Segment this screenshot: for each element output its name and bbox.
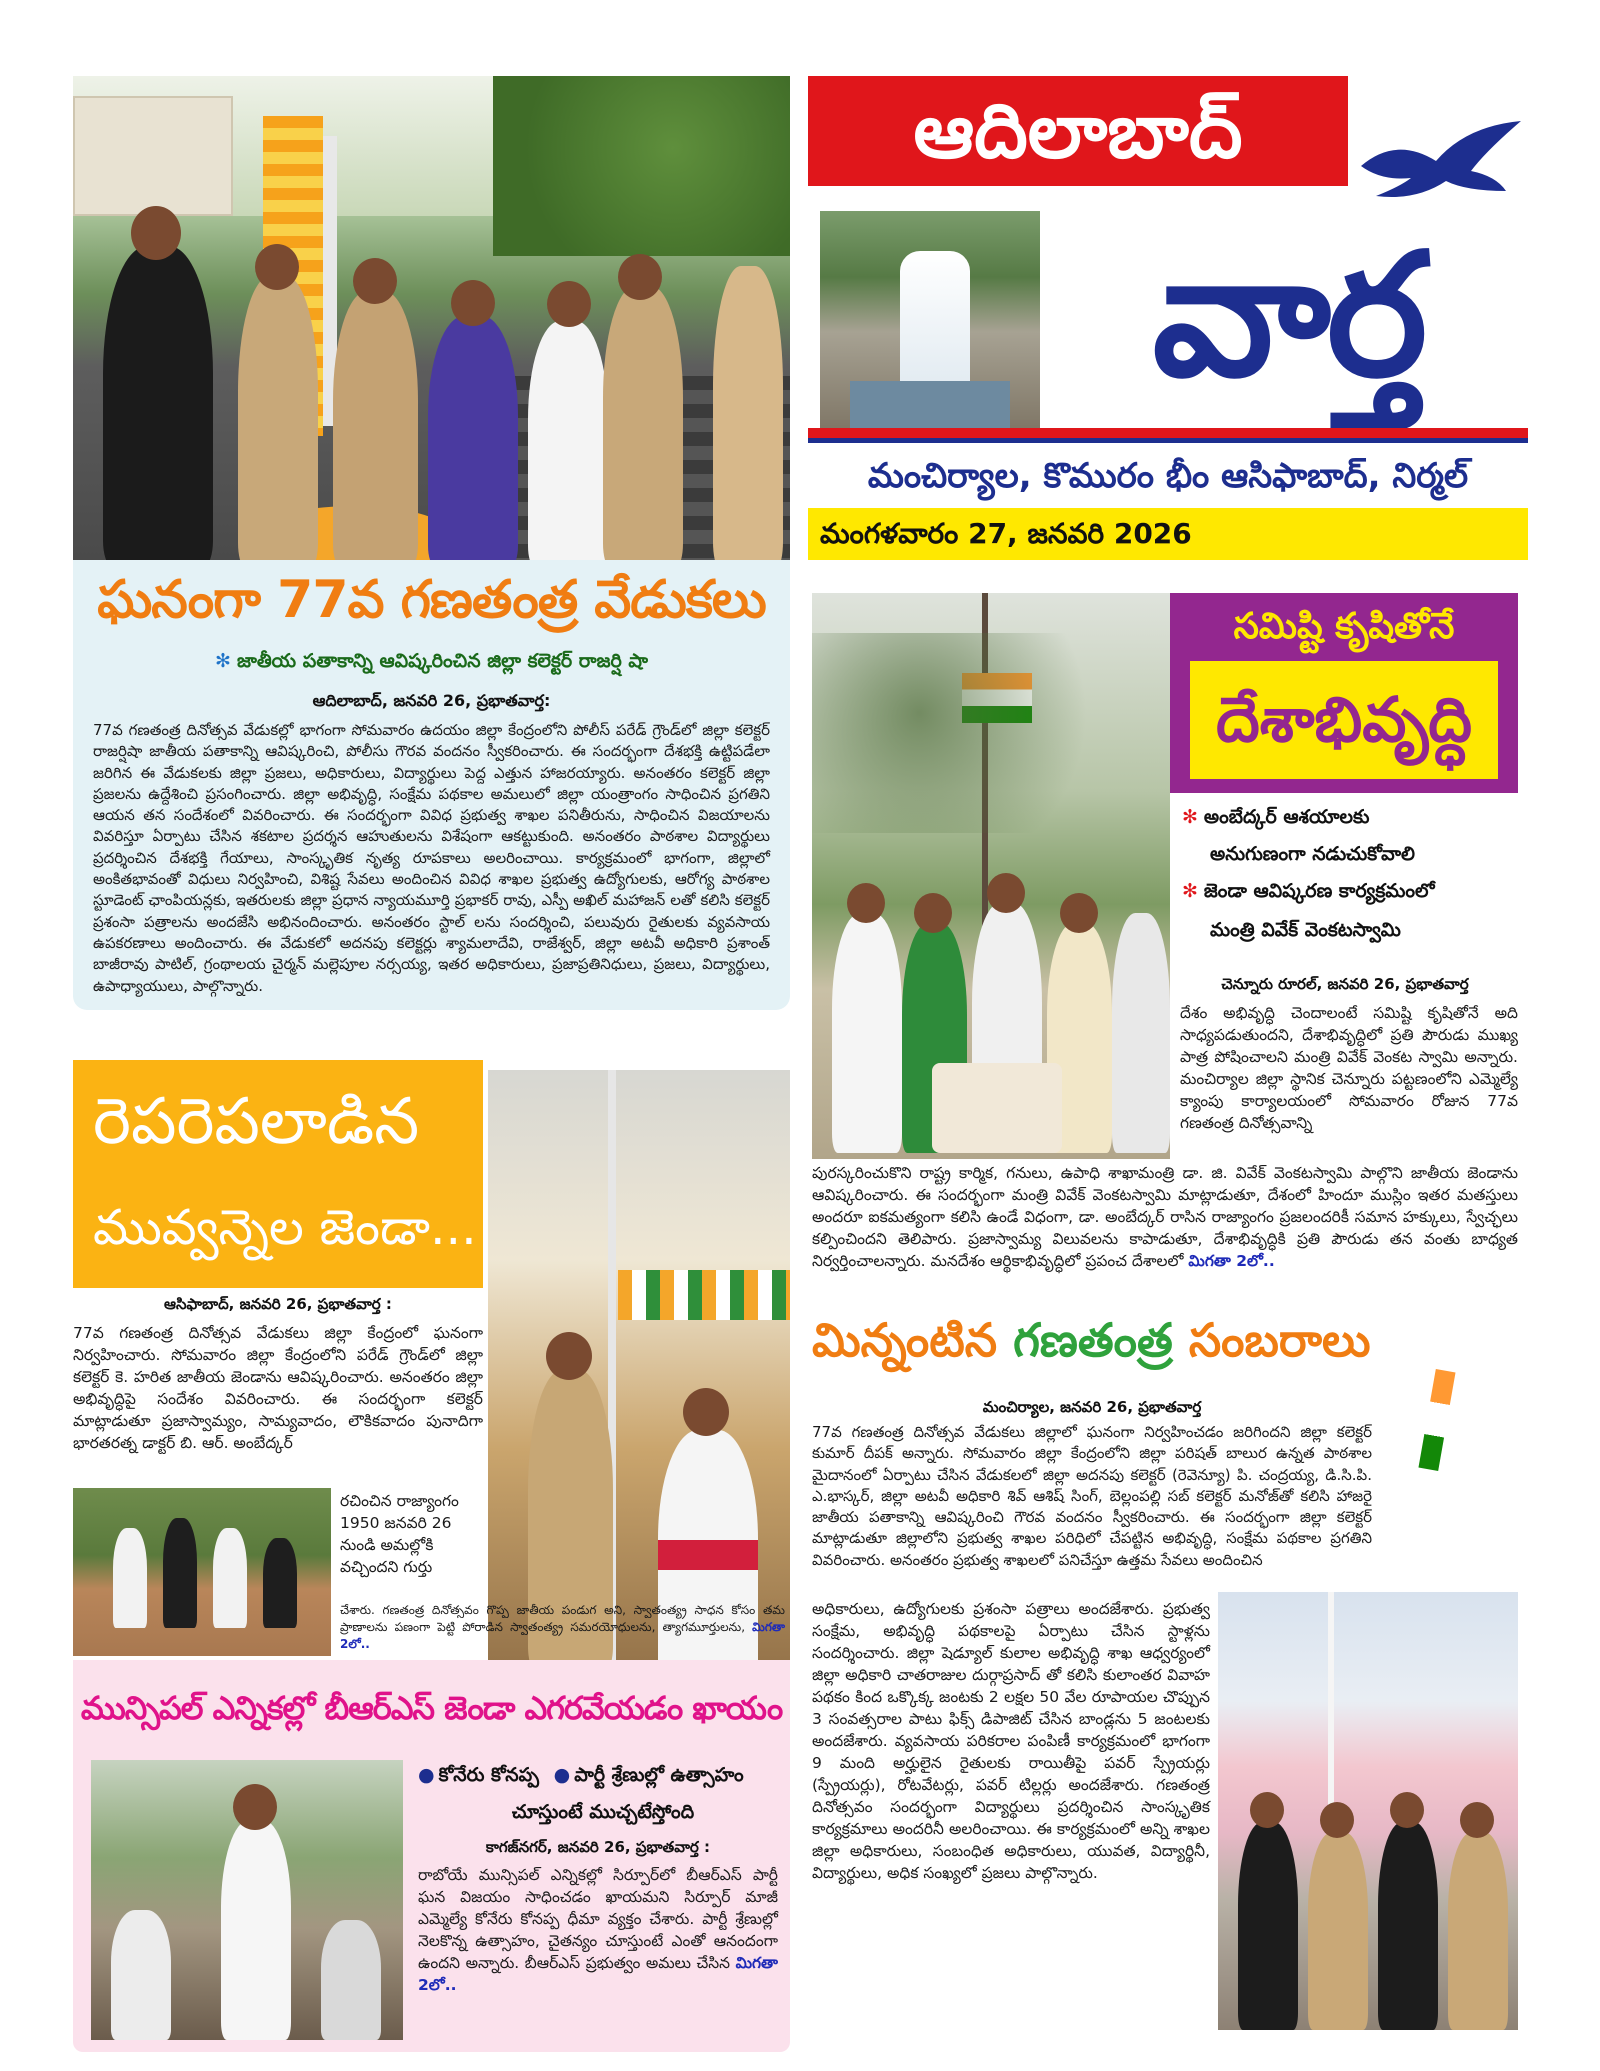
story5-bullets	[418, 1758, 788, 1832]
story2-body-right: దేశం అభివృద్ధి చెందాలంటే సమిష్టి కృషితోనే అది సాధ్యపడుతుందని, దేశాభివృద్ధిలో ప్రతి పౌరుడు ముఖ్య పాత్ర పోషించాలని మంత్రి వివేక్ వెంకట స్వామి అన్నారు. మంచిర్యాల జిల్లా స్థానిక చెన్నూరు పట్టణంలోని ఎమ్మెల్యే క్యాంపు కార్యాలయంలో సోమవారం రోజున 77వ గణతంత్ర దినోత్సవాన్ని	[1180, 1004, 1518, 1132]
photo-flag-corner	[1372, 1340, 1518, 1500]
story5-dateline: కాగజ్‌నగర్, జనవరి 26, ప్రభాతవార్త :	[485, 1838, 711, 1856]
story5-box	[73, 1660, 790, 2052]
story2-headline-box	[1170, 593, 1518, 793]
story2-body-full: పురస్కరించుకొని రాష్ట్ర కార్మిక, గనులు, ఉపాధి శాఖామంత్రి డా. జి. వివేక్ వెంకటస్వామి పాల్గొని జాతీయ జెండాను ఆవిష్కరించారు. ఈ సందర్భంగా మంత్రి వివేక్ వెంకటస్వామి మాట్లాడుతూ, దేశంలో హిందూ ముస్లిం ఇతర మతస్తులు అందరూ ఐకమత్యంగా కలిసి ఉండే విధంగా, డా. అంబేద్కర్ రాసిన రాజ్యాంగం ప్రజలందరికీ సమాన హక్కులు, స్వేచ్ఛలు కల్పించిందని తెలిపారు. ప్రజాస్వామ్య విలువలను కాపాడుతూ, దేశాభివృద్ధికి ప్రతి పౌరుడు తన వంతు బాధ్యత నిర్వర్తించాలన్నారు. మనదేశం ఆర్థికాభివృద్ధిలో ప్రపంచ దేశాలలో మిగతా 2లో..	[812, 1164, 1518, 1270]
photo-mancherial-ceremony	[1218, 1592, 1518, 2030]
story3-continued: మిగతా 2లో..	[340, 1620, 785, 1652]
story1-dateline: ఆదిలాబాద్, జనవరి 26, ప్రభాతవార్త:	[312, 691, 551, 710]
story4-headline-part3: సంబరాలు	[1188, 1313, 1371, 1367]
masthead-title-top: ఆదిలాబాద్	[913, 86, 1243, 175]
photo-flag-hoisting-adilabad	[73, 76, 790, 560]
masthead	[808, 76, 1528, 566]
story4-headline-part1: మిన్నంటిన	[812, 1313, 998, 1367]
masthead-red-band	[808, 76, 1348, 186]
story2-bullets	[1182, 800, 1518, 952]
story2-headline-top: సమిష్టి కృషితోనే	[1233, 606, 1455, 647]
star-bullet-icon: ✻	[1182, 880, 1198, 902]
story2-headline-yellow	[1190, 661, 1498, 779]
masthead-districts: మంచిర్యాల, కొమురం భీం ఆసిఫాబాద్, నిర్మల్	[867, 456, 1469, 496]
story2-bullet2: జెండా ఆవిష్కరణ కార్యక్రమంలో	[1203, 880, 1435, 902]
story1-bullet: ✻ జాతీయ పతాకాన్ని ఆవిష్కరించిన జిల్లా కలెక్టర్ రాజర్షి షా	[215, 650, 648, 672]
story5-headline: మున్సిపల్ ఎన్నికల్లో బీఆర్ఎస్ జెండా ఎగరవేయడం ఖాయం	[80, 1689, 783, 1727]
story3-headline-line2: మువ్వన్నెల జెండా...	[93, 1199, 477, 1256]
story5-continued: మిగతా 2లో..	[418, 1954, 778, 1994]
story2-continued: మిగతా 2లో..	[1188, 1252, 1275, 1270]
story2-dateline: చెన్నూరు రూరల్, జనవరి 26, ప్రభాతవార్త	[1221, 975, 1469, 993]
photo-students-performance	[73, 1488, 331, 1656]
story4-body-narrow: అధికారులు, ఉద్యోగులకు ప్రశంసా పత్రాలు అందజేశారు. ప్రభుత్వ సంక్షేమ, అభివృద్ధి పథకాలపై ఏర్పాటు చేసిన స్టాళ్లను సందర్శించారు. జిల్లా షెడ్యూల్ కులాల అభివృద్ధి శాఖ ఆధ్వర్యంలో జిల్లా అధికారి చాతరాజుల దుర్గాప్రసాద్ తో కలిసి కులాంతర వివాహ పథకం కింద ఒక్కొక్క జంటకు 2 లక్షల 50 వేల రూపాయల చొప్పున 3 సంవత్సరాల పాటు ఫిక్స్ డిపాజిట్ చేసిన బాండ్లను 5 జంటలకు అందజేశారు. వ్యవసాయ పరికరాల పంపిణీ కార్యక్రమంలో భాగంగా 9 మంది అర్హులైన రైతులకు రాయితీపై పవర్ స్ప్రేయర్లు (స్ప్రేయర్లు), రోటవేటర్లు, పవర్ టిల్లర్లు అందజేశారు. గణతంత్ర దినోత్సవం సందర్భంగా విద్యార్థులు ప్రదర్శించిన సాంస్కృతిక కార్యక్రమాలు అందరినీ అలరించాయి. ఈ కార్యక్రమంలో అన్ని శాఖల జిల్లా అధికారులు, సంబంధిత అధికారులు, యువత, విద్యార్థినీ, విద్యార్థులు, అధిక సంఖ్యలో ప్రజలు పాల్గొన్నారు.	[812, 1600, 1210, 1882]
story2-bullet1-cont: అనుగుణంగా నడుచుకోవాలి	[1210, 843, 1415, 865]
story2-bullet1: అంబేద్కర్ ఆశయాలకు	[1203, 806, 1370, 828]
story3-body-top: 77వ గణతంత్ర దినోత్సవ వేడుకలు జిల్లా కేంద్రంలో ఘనంగా నిర్వహించారు. సోమవారం జిల్లా కేంద్రంలోని పరేడ్ గ్రౌండ్‌లో జిల్లా కలెక్టర్ కె. హరిత జాతీయ జెండాను ఆవిష్కరించారు. అనంతరం జిల్లా అభివృద్ధిపై సందేశం వివరించారు. ఈ సందర్భంగా కలెక్టర్ మాట్లాడుతూ ప్రజాస్వామ్యం, సామ్యవాదం, లౌకికవాదం పునాదిగా భారతరత్న డాక్టర్ బి. ఆర్. అంబేద్కర్	[73, 1324, 483, 1452]
photo-waterfall	[820, 211, 1040, 431]
bullet-dot-icon: ●	[418, 1764, 435, 1786]
photo-koneru-konappa	[91, 1760, 403, 2040]
story2-bullet2-cont: మంత్రి వివేక్ వెంకటస్వామి	[1210, 919, 1401, 941]
masthead-date: మంగళవారం 27, జనవరి 2026	[820, 517, 1192, 550]
story4-dateline: మంచిర్యాల, జనవరి 26, ప్రభాతవార్త	[982, 1398, 1202, 1416]
story3-body-bottom: చేశారు. గణతంత్ర దినోత్సవం గొప్ప జాతీయ పండుగ అని, స్వాతంత్య్ర సాధన కోసం తమ ప్రాణాలను పణంగా పెట్టి పోరాడిన స్వాతంత్య్ర సమరయోధులను, త్యాగమూర్తులను, మిగతా 2లో..	[340, 1603, 785, 1652]
story1-headline: ఘనంగా 77వ గణతంత్ర వేడుకలు	[97, 570, 766, 630]
masthead-rule-blue	[808, 438, 1528, 443]
story3-dateline: ఆసిఫాబాద్, జనవరి 26, ప్రభాతవార్త :	[164, 1295, 392, 1313]
story4-body-wide: 77వ గణతంత్ర దినోత్సవ వేడుకలు జిల్లాలో ఘనంగా నిర్వహించడం జరిగిందని జిల్లా కలెక్టర్ కుమార్ దీపక్ అన్నారు. సోమవారం జిల్లా కేంద్రంలోని జిల్లా పరిషత్ బాలుర ఉన్నత పాఠశాల మైదానంలో ఏర్పాటు చేసిన వేడుకలలో జిల్లా అదనపు కలెక్టర్ (రెవెన్యూ) పి. చంద్రయ్య, డి.సి.పి. ఎ.భాస్కర్, జిల్లా అటవీ అధికారి శివ్ ఆశిష్ సింగ్, బెల్లంపల్లి సబ్ కలెక్టర్ మనోజ్‌తో కలిసి హాజరై జాతీయ పతాకాన్ని ఆవిష్కరించి గౌరవ వందనం స్వీకరించారు. ఈ సందర్భంగా జిల్లా కలెక్టర్ మాట్లాడుతూ జిల్లాలోని ప్రభుత్వ శాఖల పరిధిలో చేపట్టిన అభివృద్ధి, సంక్షేమ పథకాల ప్రగతిని వివరించారు. అనంతరం ప్రభుత్వ శాఖలలో పనిచేస్తూ ఉత్తమ సేవలు అందించిన	[812, 1423, 1372, 1569]
story1-body: 77వ గణతంత్ర దినోత్సవ వేడుకల్లో భాగంగా సోమవారం ఉదయం జిల్లా కేంద్రంలోని పోలీస్ పరేడ్ గ్రౌండ్‌లో జిల్లా కలెక్టర్ రాజర్షిషా జాతీయ పతాకాన్ని ఆవిష్కరించి, పోలీసు గౌరవ వందనం స్వీకరించారు. ఈ సందర్భంగా దేశభక్తి ఉట్టిపడేలా జరిగిన ఈ వేడుకలకు జిల్లా ప్రజలు, అధికారులు, విద్యార్థులు పెద్ద ఎత్తున హాజరయ్యారు. అనంతరం కలెక్టర్ జిల్లా ప్రజలను ఉద్దేశించి ప్రసంగించారు. జిల్లా అభివృద్ధి, సంక్షేమ పథకాల అమలులో జిల్లా యంత్రాంగం సాధించిన ప్రగతిని ఆయన తన సందేశంలో వివరించారు. ఈ సందర్భంగా వివిధ ప్రభుత్వ శాఖల పనితీరును, సాధించిన విజయాలను వివరిస్తూ ఏర్పాటు చేసిన శకటాల ప్రదర్శన ఆహుతులను విశేషంగా ఆకట్టుకుంది. అనంతరం పాఠశాల విద్యార్థులు ప్రదర్శించిన దేశభక్తి గేయాలు, సాంస్కృతిక నృత్య రూపకాలు అలరించాయి. కార్యక్రమంలో భాగంగా, జిల్లాలో అంకితభావంతో విధులు నిర్వహించి, విశిష్ట సేవలు అందించిన వివిధ శాఖల ప్రభుత్వ ఉద్యోగులకు, ఆరోగ్య పాఠశాల స్టూడెంట్ ఛాంపియన్లకు, ఇతరులకు జిల్లా ప్రధాన న్యాయమూర్తి ప్రభాకర్ రావు, ఎస్పీ అఖిల్ మహాజన్ లతో కలిసి కలెక్టర్ ప్రశంసా పత్రాలను అందజేసి అభినందించారు. అనంతరం స్టాల్ లను సందర్శించి, పలువురు రైతులకు వ్యవసాయ ఉపకరణాలు అందించారు. ఈ వేడుకలో అదనపు కలెక్టర్లు శ్యామలాదేవి, రాజేశ్వర్, జిల్లా అటవీ అధికారి ప్రశాంత్ బాజీరావు పాటిల్, గ్రంథాలయ చైర్మన్ మల్లెపూల నర్సయ్య, ఇతర అధికారులు, ప్రజాప్రతినిధులు, ప్రజలు, విద్యార్థులు, ఉపాధ్యాయులు, పాల్గొన్నారు.	[93, 721, 770, 995]
dove-logo-icon	[1356, 116, 1526, 206]
star-bullet-icon: ✻	[215, 650, 231, 672]
story5-body: రాబోయే మున్సిపల్ ఎన్నికల్లో సిర్పూర్‌లో బీఆర్ఎస్ పార్టీ ఘన విజయం సాధించడం ఖాయమని సిర్పూర్ మాజీ ఎమ్మెల్యే కోనేరు కోనప్ప ధీమా వ్యక్తం చేశారు. పార్టీ శ్రేణుల్లో నెలకొన్న ఉత్సాహం, చైతన్యం చూస్తుంటే ఎంతో ఆనందంగా ఉందని అన్నారు. బీఆర్ఎస్ ప్రభుత్వం అమలు చేసిన మిగతా 2లో..	[418, 1866, 778, 1994]
story5-bullet2: పార్టీ శ్రేణుల్లో ఉత్సాహం	[574, 1764, 744, 1786]
story3-headline-box	[73, 1060, 483, 1288]
photo-minister-flag	[812, 593, 1170, 1159]
story4-headline-part2: గణతంత్ర	[1013, 1313, 1173, 1367]
story5-bullet2-cont: చూస్తుంటే ముచ్చటేస్తోంది	[511, 1801, 695, 1823]
masthead-date-band	[808, 508, 1528, 560]
masthead-rule-red	[808, 428, 1528, 438]
star-bullet-icon: ✻	[1182, 806, 1198, 828]
masthead-title-bottom: వార్త	[1152, 217, 1424, 415]
story4-headline	[812, 1290, 1372, 1390]
story3-headline-line1: రెపరెపలాడిన	[93, 1085, 420, 1159]
story1-body-box	[73, 640, 790, 1010]
bullet-dot-icon: ●	[553, 1764, 571, 1786]
story5-bullet1: కోనేరు కోనప్ప	[438, 1764, 539, 1786]
story2-headline-main: దేశాభివృద్ధి	[1215, 683, 1473, 756]
story1-headline-band	[73, 560, 790, 640]
story3-body-narrow: రచించిన రాజ్యాంగం 1950 జనవరి 26 నుండి అమల్లోకి వచ్చిందని గుర్తు	[340, 1492, 459, 1576]
